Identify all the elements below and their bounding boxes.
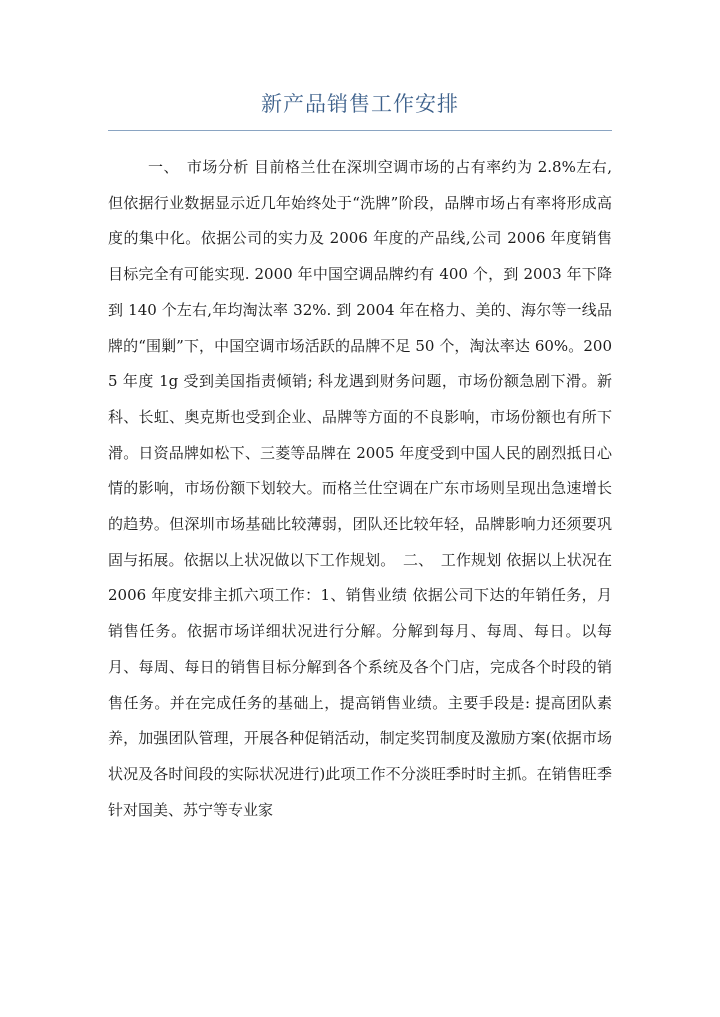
body-paragraph: 一、 市场分析 目前格兰仕在深圳空调市场的占有率约为 2.8%左右,但依据行业数据显示近几年始终处于“洗牌”阶段，品牌市场占有率将形成高度的集中化。依据公司的实力及 2006 年度的产品线,公司 2006 年度销售目标完全有可能实现. 2000 年中国空调品牌约有 400 个，到 2003 年下降到 140 个左右,年均淘汰率 32%. 到 2004 年在格力、美的、海尔等一线品牌的“围剿”下，中国空调市场活跃的品牌不足 50 个，淘汰率达 60%。2005 年度 1g 受到美国指责倾销; 科龙遇到财务问题，市场份额急剧下滑。新科、长虹、奥克斯也受到企业、品牌等方面的不良影响，市场份额也有所下滑。日资品牌如松下、三菱等品牌在 2005 年度受到中国人民的剧烈抵日心情的影响，市场份额下划较大。而格兰仕空调在广东市场则呈现出急速增长的趋势。但深圳市场基础比较薄弱，团队还比较年轻，品牌影响力还须要巩固与拓展。依据以上状况做以下工作规划。 二、 工作规划 依据以上状况在 2006 年度安排主抓六项工作：1、销售业绩 依据公司下达的年销任务，月销售任务。依据市场详细状况进行分解。分解到每月、每周、每日。以每月、每周、每日的销售目标分解到各个系统及各个门店，完成各个时段的销售任务。并在完成任务的基础上，提高销售业绩。主要手段是: 提高团队素养，加强团队管理，开展各种促销活动，制定奖罚制度及激励方案(依据市场状况及各时间段的实际状况进行)此项工作不分淡旺季时时主抓。在销售旺季针对国美、苏宁等专业家 — [108, 158, 612, 819]
title-divider — [108, 130, 612, 131]
document-title: 新产品销售工作安排 — [261, 92, 459, 116]
